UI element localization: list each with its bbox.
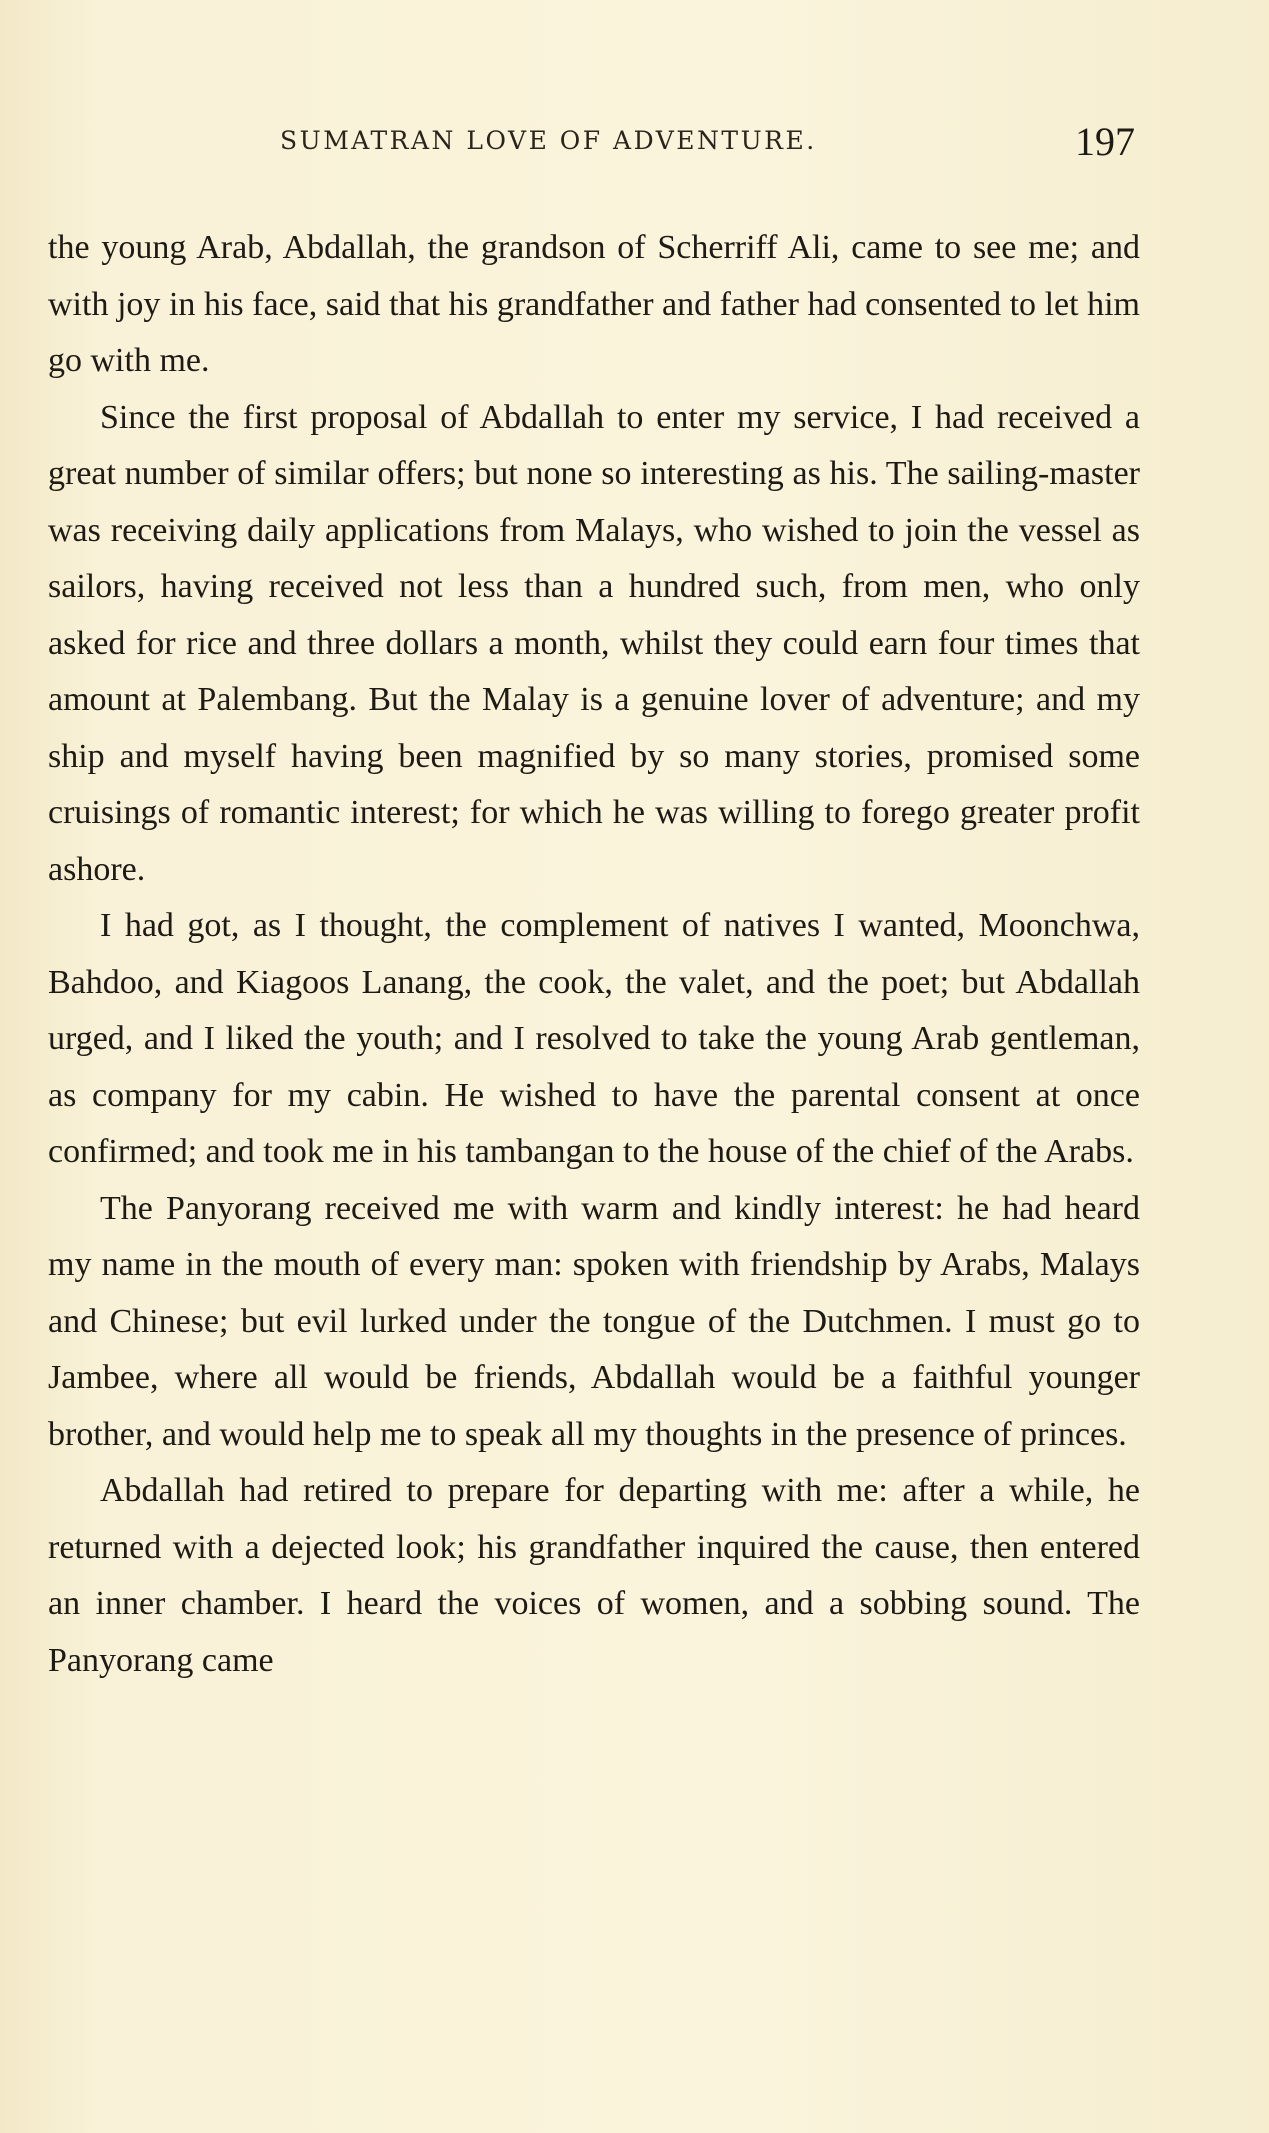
body-text [48,220,1140,1689]
paragraph: I had got, as I thought, the complement of natives I wanted, Moonchwa, Bahdoo, and Kiagoos Lanang, the cook, the valet, and the poet; but Abdallah urged, and I liked the youth; and I resolved to take the young Arab gentleman, as company for my cabin. He wished to have the parental consent at once confirmed; and took me in his tambangan to the house of the chief of the Arabs. [48,907,1140,1170]
page-header [200,118,1145,168]
running-title: SUMATRAN LOVE OF ADVENTURE. [280,126,817,155]
page-number: 197 [1075,119,1135,164]
paragraph: Since the first proposal of Abdallah to enter my service, I had received a great number of similar offers; but none so interesting as his. The sailing-master was receiving daily applications from Malays, who wished to join the vessel as sailors, having received not less than a hundred such, from men, who only asked for rice and three dollars a month, whilst they could earn four times that amount at Palembang. But the Malay is a genuine lover of adventure; and my ship and myself having been magnified by so many stories, promised some cruisings of romantic interest; for which he was willing to forego greater profit ashore. [48,398,1140,888]
paragraph: Abdallah had retired to prepare for departing with me: after a while, he returned with a dejected look; his grandfather inquired the cause, then entered an inner chamber. I heard the voices of women, and a sobbing sound. The Panyorang came [48,1472,1140,1679]
paragraph: The Panyorang received me with warm and kindly interest: he had heard my name in the mouth of every man: spoken with friendship by Arabs, Malays and Chinese; but evil lurked under the tongue of the Dutchmen. I must go to Jambee, where all would be friends, Abdallah would be a faithful younger brother, and would help me to speak all my thoughts in the presence of princes. [48,1189,1140,1453]
paragraph: the young Arab, Abdallah, the grandson of Scherriff Ali, came to see me; and with joy in his face, said that his grandfather and father had consented to let him go with me. [48,229,1140,379]
